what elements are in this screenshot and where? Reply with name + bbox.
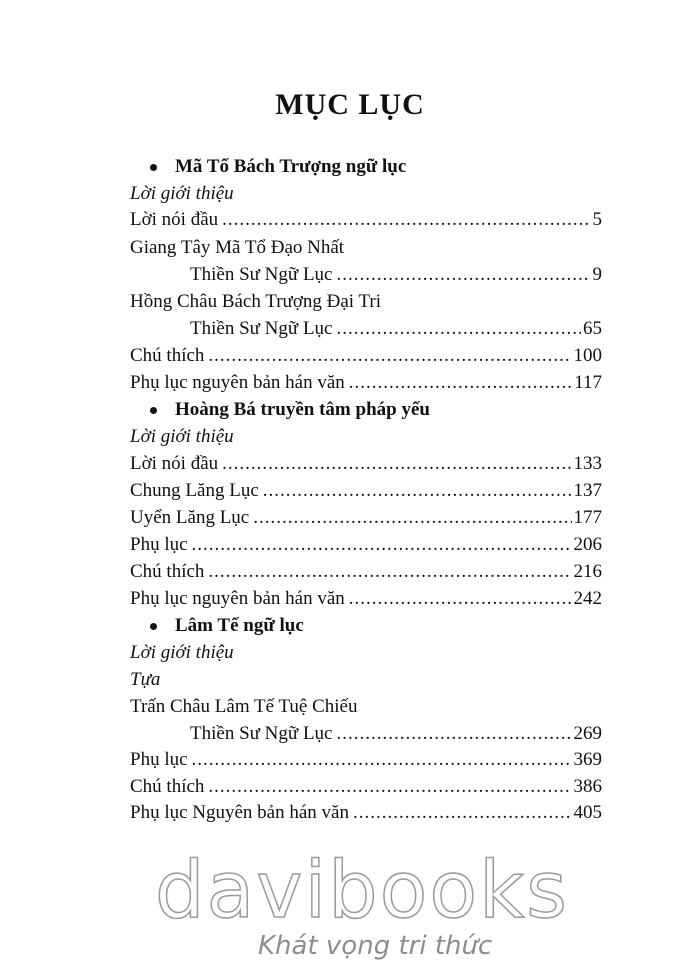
toc-entry[interactable] [130, 532, 602, 558]
entry-label: Thiền Sư Ngữ Lục [190, 318, 333, 339]
dot-leader [208, 774, 571, 800]
entry-page: 133 [573, 453, 602, 474]
bullet-icon [150, 623, 157, 630]
section-title: Hoàng Bá truyền tâm pháp yếu [175, 399, 430, 420]
dot-leader [349, 370, 572, 396]
dot-leader [337, 316, 582, 342]
entry-label-line1: Trấn Châu Lâm Tế Tuệ Chiếu [130, 696, 358, 717]
entry-page: 9 [592, 264, 602, 285]
toc-entry[interactable] [130, 559, 602, 585]
dot-leader [263, 478, 572, 504]
section-heading [150, 613, 304, 639]
entry-label: Lời nói đầu [130, 453, 219, 474]
entry-label: Phụ lục Nguyên bản hán văn [130, 802, 349, 823]
watermark-brand: davibooks [155, 846, 569, 936]
entry-page: 369 [573, 749, 602, 770]
entry-label: Chú thích [130, 345, 205, 366]
toc-entry[interactable] [130, 451, 602, 477]
toc-entry[interactable] [130, 800, 602, 826]
dot-leader [208, 343, 571, 369]
toc-entry[interactable] [130, 370, 602, 396]
toc-entry[interactable] [130, 207, 602, 233]
dot-leader [353, 800, 572, 826]
preface-line: Tựa [130, 669, 161, 690]
entry-label: Chung Lăng Lục [130, 480, 259, 501]
entry-label: Phụ lục nguyên bản hán văn [130, 588, 345, 609]
dot-leader [337, 262, 591, 288]
entry-label: Thiền Sư Ngữ Lục [190, 723, 333, 744]
dot-leader [208, 559, 571, 585]
entry-page: 405 [573, 802, 602, 823]
toc-entry[interactable] [130, 343, 602, 369]
dot-leader [192, 747, 572, 773]
entry-page: 137 [573, 480, 602, 501]
entry-label-line1: Giang Tây Mã Tổ Đạo Nhất [130, 237, 345, 258]
intro-line: Lời giới thiệu [130, 183, 234, 204]
entry-page: 65 [583, 318, 602, 339]
toc-entry[interactable] [130, 774, 602, 800]
entry-page: 206 [573, 534, 602, 555]
entry-label: Phụ lục [130, 749, 188, 770]
toc-entry[interactable] [130, 478, 602, 504]
bullet-icon [150, 407, 157, 414]
dot-leader [222, 207, 590, 233]
page-title: MỤC LỤC [275, 88, 425, 121]
entry-page: 117 [574, 372, 602, 393]
entry-page: 386 [573, 776, 602, 797]
dot-leader [337, 721, 572, 747]
dot-leader [222, 451, 571, 477]
toc-entry[interactable] [190, 316, 602, 342]
entry-label: Lời nói đầu [130, 209, 219, 230]
toc-entry[interactable] [130, 586, 602, 612]
watermark-tagline: Khát vọng tri thức [258, 931, 493, 961]
section-heading [150, 397, 430, 423]
toc-entry[interactable] [130, 747, 602, 773]
entry-label-line1: Hồng Châu Bách Trượng Đại Tri [130, 291, 382, 312]
dot-leader [192, 532, 572, 558]
toc-entry[interactable] [190, 721, 602, 747]
entry-label: Thiền Sư Ngữ Lục [190, 264, 333, 285]
section-title: Mã Tổ Bách Trượng ngữ lục [175, 156, 407, 177]
entry-label: Chú thích [130, 561, 205, 582]
entry-page: 177 [573, 507, 602, 528]
intro-line: Lời giới thiệu [130, 426, 234, 447]
bullet-icon [150, 164, 157, 171]
entry-label: Uyển Lăng Lục [130, 507, 250, 528]
entry-label: Phụ lục [130, 534, 188, 555]
entry-page: 269 [573, 723, 602, 744]
entry-page: 100 [573, 345, 602, 366]
toc-entry[interactable] [190, 262, 602, 288]
intro-line: Lời giới thiệu [130, 642, 234, 663]
entry-label: Chú thích [130, 776, 205, 797]
toc-entry[interactable] [130, 505, 602, 531]
entry-page: 5 [592, 209, 602, 230]
section-heading [150, 154, 406, 180]
entry-page: 216 [573, 561, 602, 582]
dot-leader [349, 586, 572, 612]
entry-label: Phụ lục nguyên bản hán văn [130, 372, 345, 393]
entry-page: 242 [573, 588, 602, 609]
dot-leader [253, 505, 571, 531]
section-title: Lâm Tế ngữ lục [175, 615, 304, 636]
